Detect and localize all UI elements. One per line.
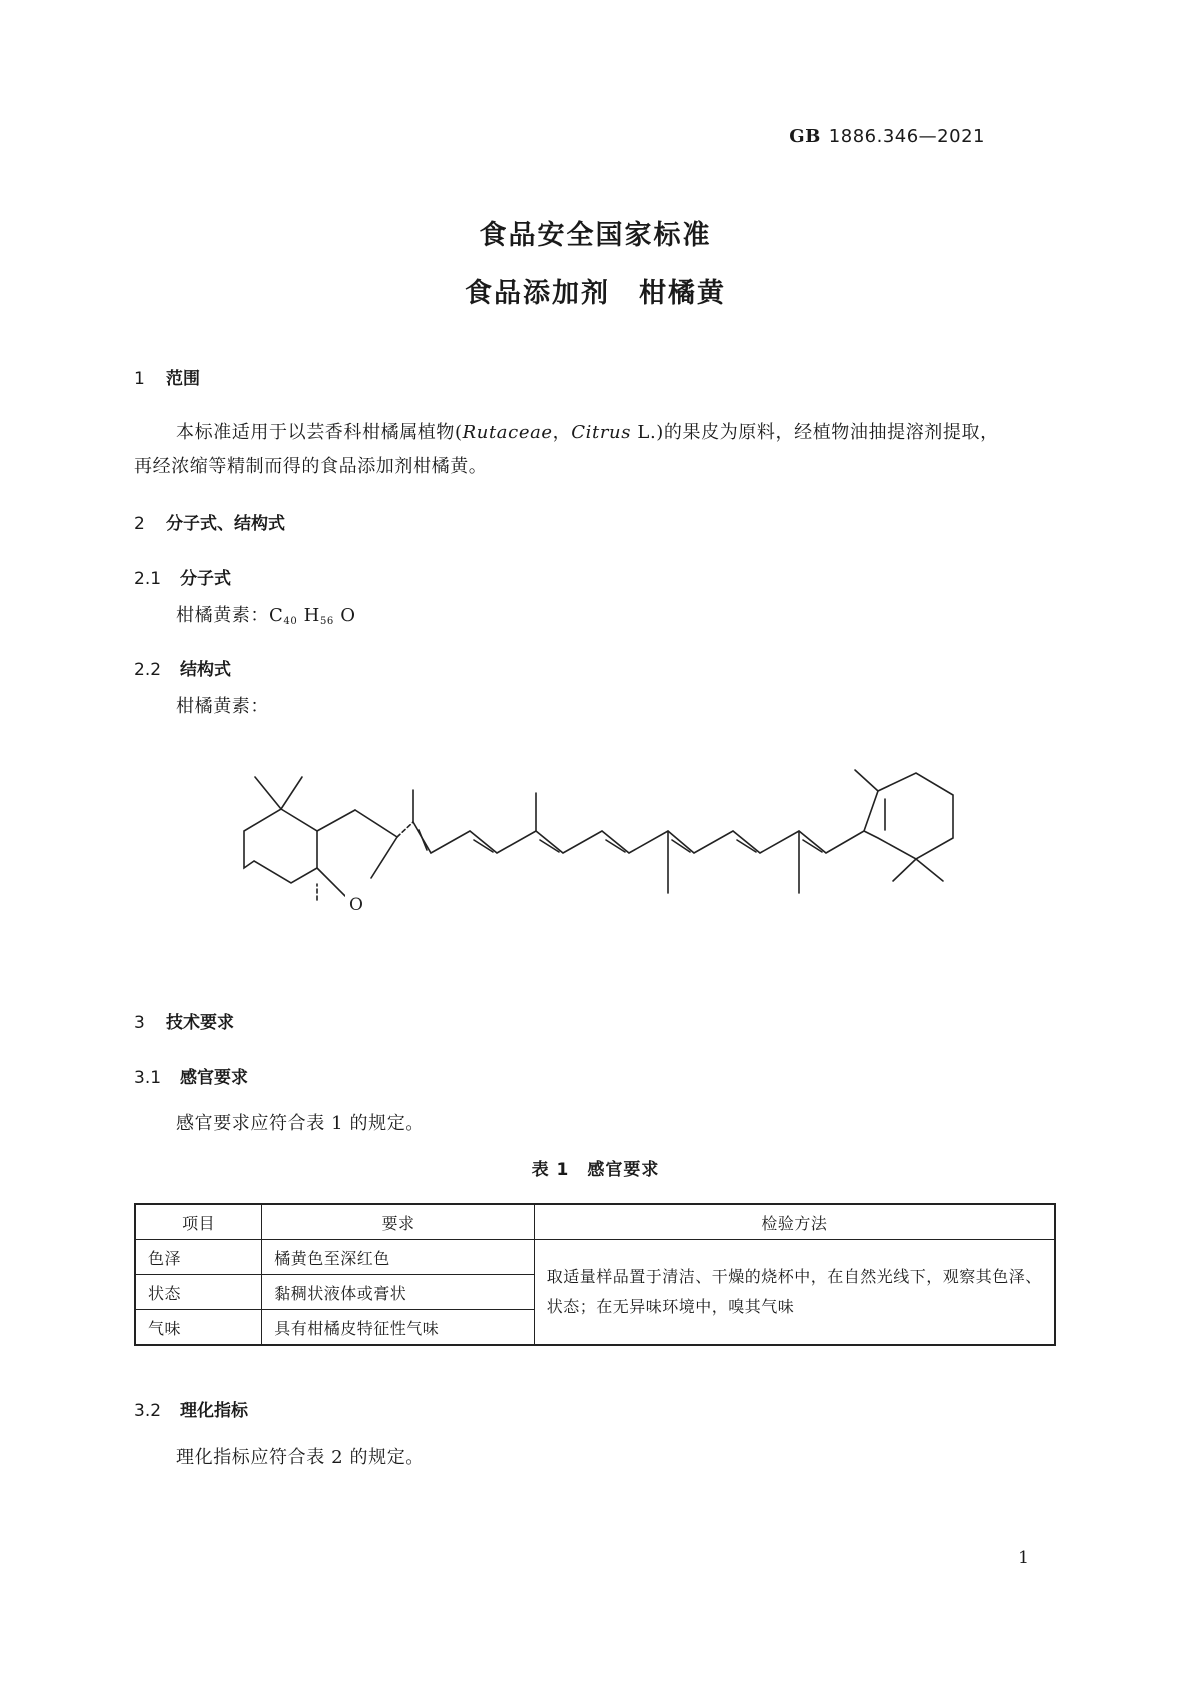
scope-line-1: 本标准适用于以芸香科柑橘属植物(Rutaceae，Citrus L.)的果皮为原料，经植物油抽提溶剂提取， bbox=[176, 422, 999, 443]
standard-code: 1886.346—2021 bbox=[828, 126, 985, 147]
section-title: 范围 bbox=[166, 369, 200, 389]
methyl-bond bbox=[855, 770, 878, 791]
polyene-chain bbox=[413, 822, 864, 853]
table-header-row bbox=[135, 1204, 1055, 1240]
standard-prefix: GB bbox=[789, 126, 821, 147]
latin-genus: Citrus bbox=[571, 422, 632, 443]
molecular-formula: 柑橘黄素：$C_{40}$ $H_{56}$ O bbox=[176, 605, 356, 627]
item-cell: 色泽 bbox=[135, 1240, 262, 1275]
ring-bond bbox=[317, 810, 355, 831]
section-2-heading: 2 分子式、结构式 bbox=[134, 514, 285, 534]
structure-label: 柑橘黄素： bbox=[176, 696, 269, 717]
column-header: 项目 bbox=[135, 1204, 262, 1240]
section-3-1-heading: 3.1 感官要求 bbox=[134, 1068, 248, 1088]
ring-bond bbox=[317, 868, 345, 896]
cyclohexene-ring bbox=[864, 773, 953, 859]
section-2-1-heading: 2.1 分子式 bbox=[134, 569, 231, 589]
table-row bbox=[135, 1240, 1055, 1275]
requirement-cell: 具有柑橘皮特征性气味 bbox=[262, 1310, 534, 1346]
ring-bond bbox=[355, 810, 397, 837]
methyl-bond bbox=[255, 777, 281, 809]
requirement-cell: 橘黄色至深红色 bbox=[262, 1240, 534, 1275]
cyclohexane-ring bbox=[244, 809, 317, 883]
sensory-requirements-table bbox=[134, 1203, 1056, 1346]
requirement-cell: 黏稠状液体或膏状 bbox=[262, 1275, 534, 1310]
physicochemical-text: 理化指标应符合表 2 的规定。 bbox=[176, 1447, 424, 1468]
item-cell: 气味 bbox=[135, 1310, 262, 1346]
oxygen-atom-label: O bbox=[349, 895, 363, 915]
stereo-bond bbox=[397, 822, 413, 837]
scope-line-2: 再经浓缩等精制而得的食品添加剂柑橘黄。 bbox=[134, 456, 488, 477]
methyl-bond bbox=[893, 859, 916, 881]
section-3-2-heading: 3.2 理化指标 bbox=[134, 1401, 248, 1421]
double-bond bbox=[419, 830, 427, 850]
latin-family: Rutaceae bbox=[462, 422, 553, 443]
column-header: 要求 bbox=[262, 1204, 534, 1240]
sensory-requirement-text: 感官要求应符合表 1 的规定。 bbox=[176, 1113, 424, 1134]
column-header: 检验方法 bbox=[534, 1204, 1055, 1240]
document-title: 食品安全国家标准 bbox=[479, 220, 712, 251]
section-3-heading: 3 技术要求 bbox=[134, 1013, 234, 1033]
item-cell: 状态 bbox=[135, 1275, 262, 1310]
method-cell: 取适量样品置于清洁、干燥的烧杯中，在自然光线下，观察其色泽、状态；在无异味环境中，嗅其气味 bbox=[534, 1240, 1055, 1346]
table-1-caption: 表 1 感官要求 bbox=[531, 1160, 660, 1180]
section-number: 1 bbox=[134, 369, 145, 389]
methyl-bond bbox=[281, 777, 302, 809]
document-subtitle: 食品添加剂 柑橘黄 bbox=[465, 278, 726, 309]
page-number: 1 bbox=[1018, 1548, 1029, 1568]
section-2-2-heading: 2.2 结构式 bbox=[134, 660, 231, 680]
ring-bond bbox=[371, 837, 397, 878]
methyl-bond bbox=[916, 859, 943, 881]
